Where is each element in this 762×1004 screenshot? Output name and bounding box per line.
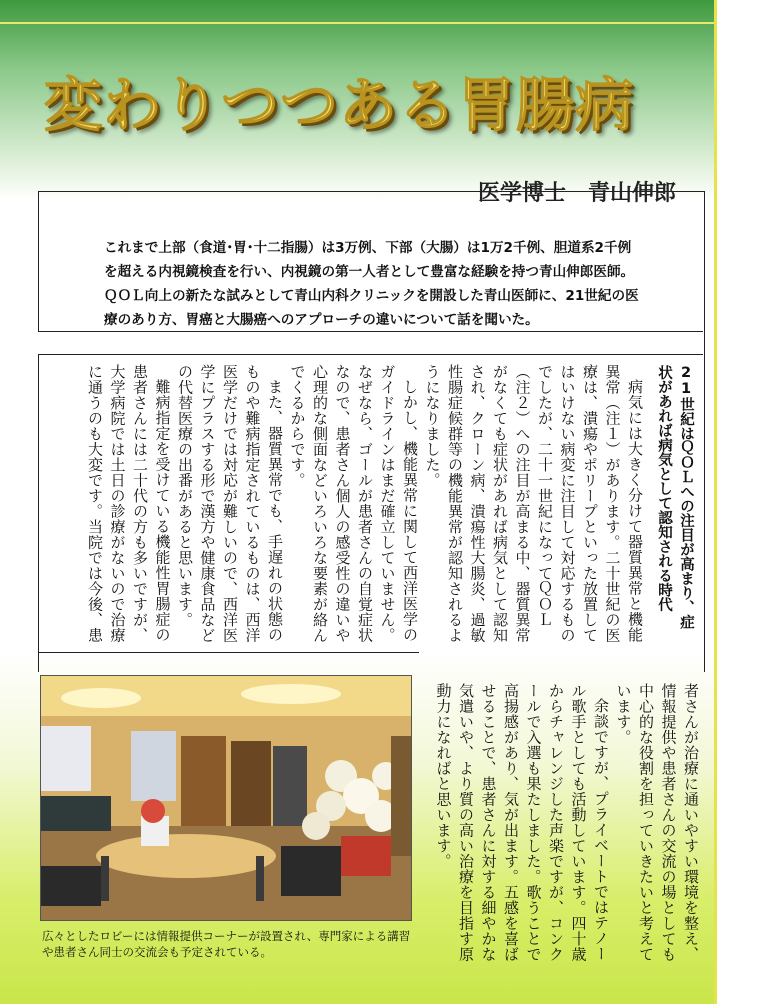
body-paragraph: また、器質異常でも、手遅れの状態のものや難病指定されているものは、西洋医学だけでは対応が難しいので、西洋医学にプラスする形で漢方や健康食品などの代替医療の出番があると思います。	[176, 364, 284, 643]
top-rule	[0, 22, 762, 24]
photo-caption: 広々としたロビーには情報提供コーナーが設置され、専門家による講習や患者さん同士の交流会も予定されている。	[42, 929, 411, 959]
body-paragraph: しかし、機能異常に関して西洋医学のガイドラインはまだ確立していません。なぜなら、ゴールが患者さんの自覚症状なので、患者さん個人の感受性の違いや心理的な側面などいろいろな要素が絡んでくるからです。	[288, 364, 419, 643]
lead-paragraph: これまで上部（食道･胃･十二指腸）は3万例、下部（大腸）は1万2千例、胆道系2千例を超える内視鏡検査を行い、内視鏡の第一人者として豊富な経験を持つ青山伸郎医師。ＱＯＬ向上の新たな試みとして青山内科クリニックを開設した青山医師に、21世紀の医療のあり方、胃癌と大腸癌へのアプローチの違いについて話を聞いた。	[104, 240, 639, 328]
body-paragraph: 者さんが治療に通いやすい環境を整え、情報提供や患者さんの交流の場としても中心的な役割を担っていきたいと考えています。	[614, 683, 700, 962]
body-column-lower	[420, 683, 702, 963]
body-paragraph: 病気には大きく分けて器質異常と機能異常（注１）があります。二十世紀の医療は、潰瘍やポリープといった放置してはいけない病変に注目して対応するものでしたが、二十一世紀になってＱＯＬ（注２）への注目が高まる中、器質異常がなくても症状があれば病気として認知され、クローン病、潰瘍性大腸炎、過敏性腸症候群等の機能異常が認知されるようになりました。	[423, 364, 644, 643]
lobby-photo	[40, 675, 412, 921]
frame-divider-lower	[38, 652, 419, 673]
article-title: 変わりつつある胃腸病	[44, 71, 635, 139]
lobby-photo-image	[41, 676, 411, 920]
body-paragraph: 余談ですが、プライベートではテノール歌手としても活動しています。四十歳からチャレンジした声楽ですが、コンクールで入選も果たしました。歌うことで高揚感があり、気が出ます。五感を喜ばせることで、患者さんに対する細やかな気遣いや、より質の高い治療を目指す原動力になればと思います。	[434, 683, 610, 962]
frame-divider	[38, 331, 703, 355]
right-margin	[717, 0, 762, 1004]
section-heading: 21世紀はＱＯＬへの注目が高まり、症状があれば病気として認知される時代	[656, 365, 694, 629]
author-byline: 医学博士 青山伸郎	[477, 181, 676, 206]
body-paragraph: 難病指定を受けている機能性胃腸症の患者さんには二十代の方も多いですが、大学病院では土日の診療がないので治療に通うのも大変です。当院では今後、患	[86, 364, 172, 643]
body-column-upper	[50, 364, 646, 649]
